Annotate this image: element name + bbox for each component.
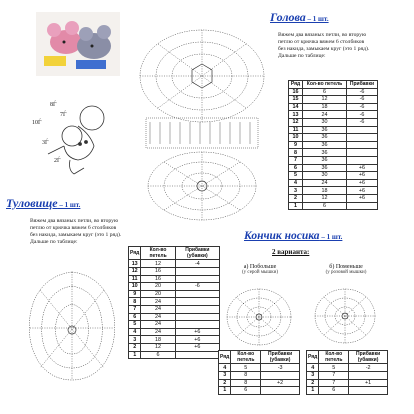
stitch-count-cell: 20 (141, 283, 175, 291)
stitch-count-cell: 6 (319, 387, 349, 395)
stitch-count-cell: 30 (303, 118, 347, 126)
col-increase: Прибавки (убавки) (349, 351, 388, 364)
nose-b-chart (312, 286, 378, 346)
row-number-cell: 4 (219, 364, 231, 372)
row-number-cell: 16 (289, 88, 303, 96)
table-row (289, 141, 378, 149)
increase-cell: -6 (346, 118, 377, 126)
row-number-cell: 7 (129, 305, 141, 313)
col-increase: Прибавки (убавки) (175, 247, 219, 260)
row-number-cell: 10 (289, 134, 303, 142)
table-row (289, 149, 378, 157)
table-row (289, 172, 378, 180)
stitch-count-cell: 7 (319, 372, 349, 380)
table-row (129, 283, 220, 291)
col-count: Кол-во петель (319, 351, 349, 364)
nose-b-sub: (у розовой мышки) (325, 270, 367, 275)
head-table-header (289, 81, 378, 89)
stitch-count-cell: 12 (141, 260, 175, 268)
row-number-cell: 1 (129, 351, 141, 359)
stitch-count-cell: 6 (303, 202, 347, 210)
body-title (6, 196, 80, 211)
table-row (307, 364, 388, 372)
sketch-label-7: 7Ѓ (60, 112, 67, 118)
row-number-cell: 10 (129, 283, 141, 291)
row-number-cell: 4 (289, 179, 303, 187)
nose-b-table (306, 350, 388, 395)
col-increase: Прибавки (346, 81, 377, 89)
sketch-label-10: 10Ѓ (32, 120, 42, 126)
increase-cell (346, 149, 377, 157)
stitch-count-cell: 24 (141, 328, 175, 336)
stitch-count-cell: 36 (303, 126, 347, 134)
increase-cell: +6 (346, 179, 377, 187)
increase-cell: +6 (346, 194, 377, 202)
table-row (307, 372, 388, 380)
increase-cell (175, 268, 219, 276)
increase-cell: -6 (346, 111, 377, 119)
increase-cell (349, 387, 388, 395)
table-row (129, 268, 220, 276)
stitch-count-cell: 6 (231, 387, 261, 395)
row-number-cell: 9 (289, 141, 303, 149)
stitch-count-cell: 24 (303, 179, 347, 187)
table-row (219, 372, 300, 380)
increase-cell (346, 134, 377, 142)
col-row: Ряд (219, 351, 231, 364)
table-row (289, 187, 378, 195)
row-number-cell: 11 (289, 126, 303, 134)
increase-cell (346, 126, 377, 134)
table-row (129, 336, 220, 344)
stitch-count-cell: 24 (141, 305, 175, 313)
head-crochet-chart (126, 26, 278, 222)
table-row (289, 126, 378, 134)
table-row (129, 321, 220, 329)
col-count: Кол-во петель (231, 351, 261, 364)
head-title (270, 10, 329, 25)
table-row (129, 351, 220, 359)
row-number-cell: 4 (129, 328, 141, 336)
nose-qty: – 1 шт. (319, 233, 343, 241)
table-row (289, 134, 378, 142)
row-number-cell: 12 (289, 118, 303, 126)
row-number-cell: 9 (129, 290, 141, 298)
stitch-count-cell: 36 (303, 149, 347, 157)
stitch-count-cell: 30 (303, 172, 347, 180)
col-count: Кол-во петель (303, 81, 347, 89)
row-number-cell: 1 (307, 387, 319, 395)
increase-cell (175, 351, 219, 359)
nose-title-text: Кончик носика (244, 230, 320, 242)
increase-cell (175, 290, 219, 298)
increase-cell (346, 156, 377, 164)
stitch-count-cell: 24 (303, 111, 347, 119)
mice-photo (36, 12, 120, 76)
nose-title (244, 230, 342, 242)
nose-a-label: а) Побольше (243, 264, 277, 270)
body-table (128, 246, 220, 359)
row-number-cell: 7 (289, 156, 303, 164)
stitch-count-cell: 20 (141, 290, 175, 298)
row-number-cell: 15 (289, 96, 303, 104)
nose-a-sub: (у серой мышки) (242, 270, 278, 275)
stitch-count-cell: 18 (303, 187, 347, 195)
stitch-count-cell: 12 (303, 96, 347, 104)
row-number-cell: 2 (129, 343, 141, 351)
stitch-count-cell: 16 (141, 268, 175, 276)
nose-variants-label: 2 варианта: (272, 248, 310, 256)
increase-cell: -3 (261, 364, 300, 372)
row-number-cell: 2 (289, 194, 303, 202)
body-title-text: Туловище (6, 196, 58, 210)
increase-cell: +2 (261, 379, 300, 387)
stitch-count-cell: 36 (303, 156, 347, 164)
row-number-cell: 5 (129, 321, 141, 329)
nose-a-heading (220, 264, 300, 275)
table-row (129, 328, 220, 336)
col-increase: Прибавки (убавки) (261, 351, 300, 364)
table-row (219, 364, 300, 372)
row-number-cell: 14 (289, 103, 303, 111)
stitch-count-cell: 8 (231, 379, 261, 387)
nose-b-label: б) Поменьше (329, 264, 363, 270)
stitch-count-cell: 8 (231, 372, 261, 380)
row-number-cell: 2 (219, 379, 231, 387)
increase-cell (175, 298, 219, 306)
increase-cell: -6 (346, 96, 377, 104)
body-table-header (129, 247, 220, 260)
row-number-cell: 3 (307, 372, 319, 380)
table-row (129, 313, 220, 321)
row-number-cell: 6 (289, 164, 303, 172)
nose-a-table (218, 350, 300, 395)
table-row (289, 118, 378, 126)
table-row (307, 387, 388, 395)
stitch-count-cell: 36 (303, 141, 347, 149)
row-number-cell: 4 (307, 364, 319, 372)
table-row (289, 156, 378, 164)
increase-cell (261, 387, 300, 395)
table-row (289, 164, 378, 172)
increase-cell: -2 (349, 364, 388, 372)
table-row (129, 260, 220, 268)
stitch-count-cell: 7 (319, 379, 349, 387)
stitch-count-cell: 24 (141, 313, 175, 321)
table-row (219, 387, 300, 395)
increase-cell: +6 (346, 187, 377, 195)
table-row (289, 202, 378, 210)
row-number-cell: 5 (289, 172, 303, 180)
row-number-cell: 3 (129, 336, 141, 344)
increase-cell (349, 372, 388, 380)
table-row (289, 88, 378, 96)
increase-cell (175, 305, 219, 313)
increase-cell: +1 (349, 379, 388, 387)
table-row (289, 111, 378, 119)
table-row (129, 343, 220, 351)
increase-cell (175, 321, 219, 329)
row-number-cell: 3 (289, 187, 303, 195)
sketch-label-3: 3Ѓ (42, 140, 49, 146)
stitch-count-cell: 12 (303, 194, 347, 202)
increase-cell: -4 (175, 260, 219, 268)
stitch-count-cell: 18 (141, 336, 175, 344)
increase-cell (346, 202, 377, 210)
col-row: Ряд (289, 81, 303, 89)
stitch-count-cell: 12 (141, 343, 175, 351)
head-qty: – 1 шт. (305, 15, 329, 23)
col-count: Кол-во петель (141, 247, 175, 260)
stitch-count-cell: 16 (141, 275, 175, 283)
nose-b-heading (306, 264, 386, 275)
stitch-count-cell: 6 (141, 351, 175, 359)
increase-cell: -6 (346, 88, 377, 96)
head-note: Вяжем два вязаных петли, во вторую петлю от крючка вяжем 6 столбиков без накида, замыкаем круг (это 1 ряд). Дальше по таблице: (278, 32, 370, 59)
table-row (289, 103, 378, 111)
increase-cell: +6 (175, 328, 219, 336)
stitch-count-cell: 18 (303, 103, 347, 111)
table-row (129, 298, 220, 306)
stitch-count-cell: 24 (141, 298, 175, 306)
row-number-cell: 8 (129, 298, 141, 306)
row-number-cell: 13 (129, 260, 141, 268)
stitch-count-cell: 5 (319, 364, 349, 372)
stitch-count-cell: 6 (303, 88, 347, 96)
sketch-label-8: 8Ѓ (50, 102, 57, 108)
body-note: Вяжем два вязаных петли, во вторую петлю от крючка вяжем 6 столбиков без накида, замыкаем круг (это 1 ряд). Дальше по таблице: (30, 218, 122, 245)
increase-cell (261, 372, 300, 380)
row-number-cell: 12 (129, 268, 141, 276)
table-row (289, 194, 378, 202)
row-number-cell: 13 (289, 111, 303, 119)
increase-cell: +6 (346, 172, 377, 180)
row-number-cell: 1 (289, 202, 303, 210)
table-row (307, 379, 388, 387)
increase-cell: -6 (175, 283, 219, 291)
nose-a-table-header (219, 351, 300, 364)
increase-cell: +6 (175, 343, 219, 351)
increase-cell: +6 (175, 336, 219, 344)
stitch-count-cell: 36 (303, 164, 347, 172)
row-number-cell: 11 (129, 275, 141, 283)
nose-b-table-header (307, 351, 388, 364)
increase-cell (175, 275, 219, 283)
head-table (288, 80, 378, 210)
row-number-cell: 2 (307, 379, 319, 387)
body-qty: – 1 шт. (57, 201, 81, 209)
table-row (289, 96, 378, 104)
stitch-count-cell: 24 (141, 321, 175, 329)
row-number-cell: 3 (219, 372, 231, 380)
col-row: Ряд (307, 351, 319, 364)
increase-cell: +6 (346, 164, 377, 172)
sketch-label-2: 2Ѓ (54, 158, 61, 164)
table-row (289, 179, 378, 187)
head-title-text: Голова (270, 10, 306, 24)
table-row (219, 379, 300, 387)
body-crochet-chart (22, 268, 122, 384)
increase-cell (346, 141, 377, 149)
row-number-cell: 6 (129, 313, 141, 321)
table-row (129, 275, 220, 283)
mouse-sketch (30, 96, 120, 180)
table-row (129, 305, 220, 313)
row-number-cell: 1 (219, 387, 231, 395)
increase-cell: -6 (346, 103, 377, 111)
table-row (129, 290, 220, 298)
increase-cell (175, 313, 219, 321)
stitch-count-cell: 36 (303, 134, 347, 142)
stitch-count-cell: 5 (231, 364, 261, 372)
nose-a-chart (224, 286, 294, 348)
row-number-cell: 8 (289, 149, 303, 157)
col-row: Ряд (129, 247, 141, 260)
